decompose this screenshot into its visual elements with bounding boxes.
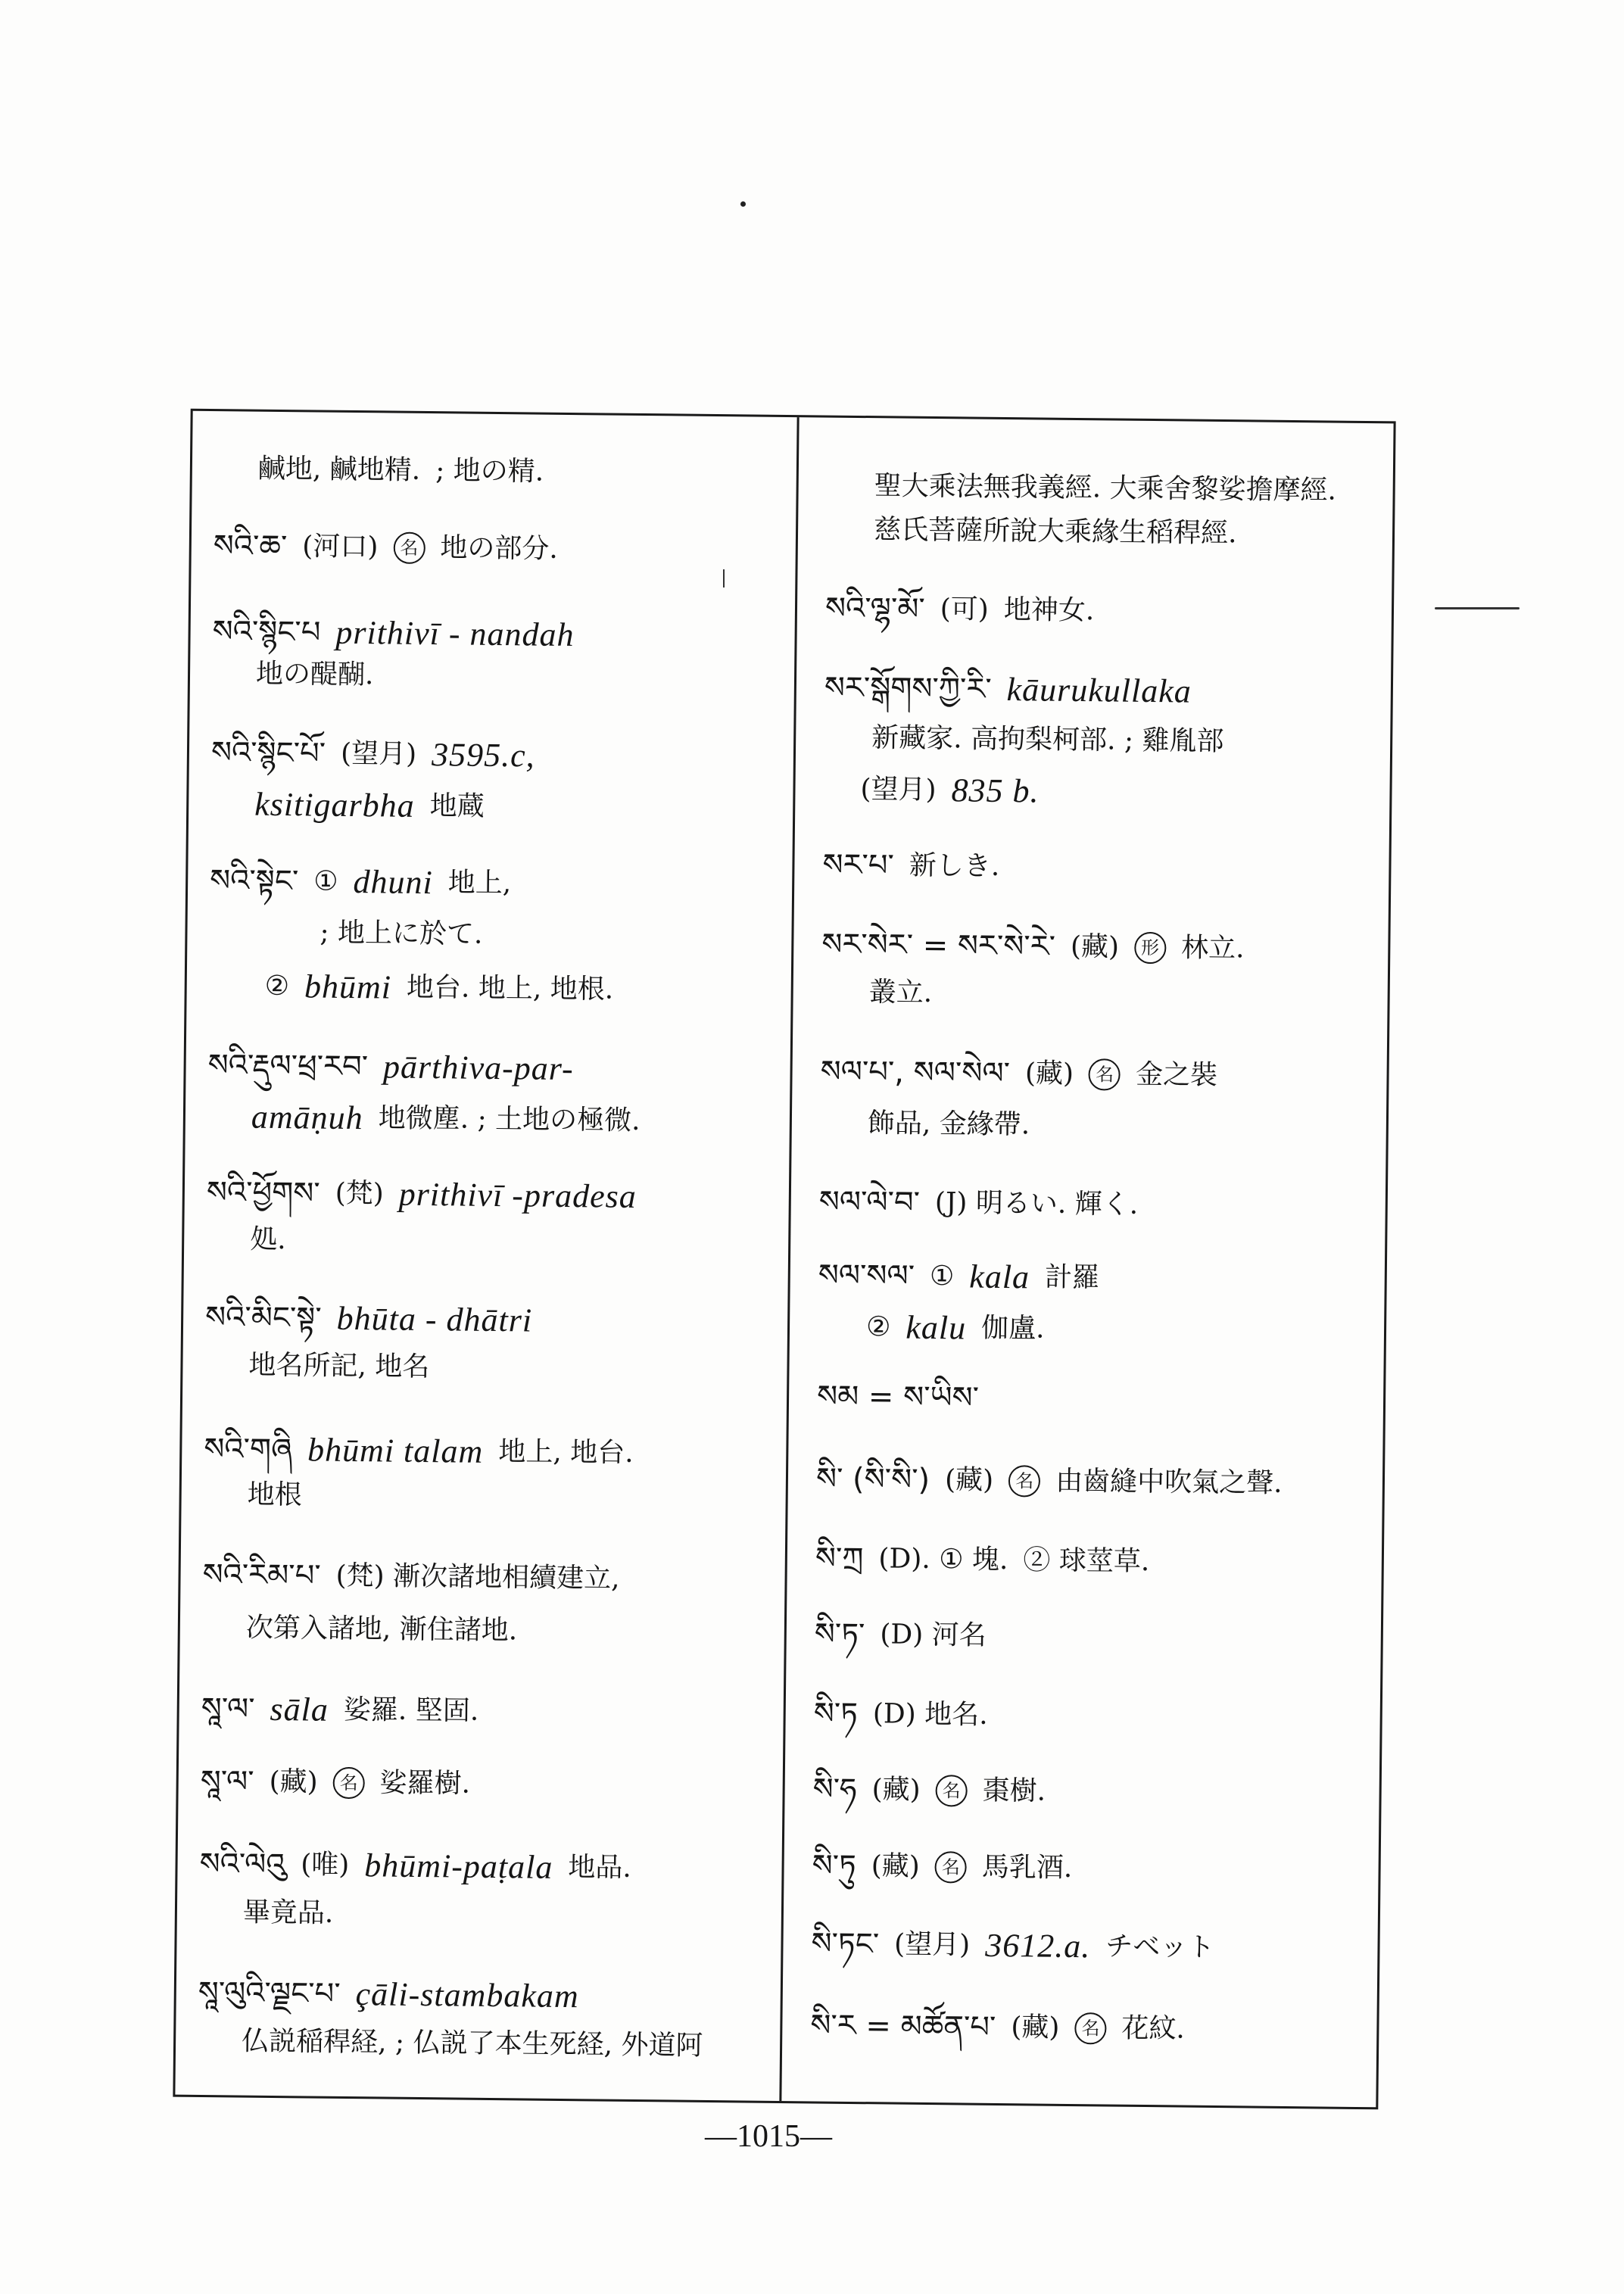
gloss-text: (河口) (302, 531, 379, 563)
gloss-text: 地根 (247, 1479, 302, 1511)
gloss-text: 娑羅. 堅固. (343, 1694, 479, 1727)
entry-line (204, 1428, 649, 1476)
sanskrit-term: amāṇuh (251, 1098, 363, 1137)
gloss-text: 畢竟品. (242, 1897, 334, 1929)
sanskrit-term: 835 b. (951, 771, 1040, 810)
sanskrit-term: ksitigarbha (254, 785, 415, 824)
gloss-text: 地上, 地台. (498, 1436, 634, 1469)
gloss-text: 新藏家. 高拘梨柯部. ; 雞胤部 (871, 722, 1224, 758)
entry-line (810, 2004, 1200, 2052)
entry-line (824, 667, 1208, 715)
sanskrit-term: 3595.c, (431, 736, 535, 775)
entry-line (210, 859, 527, 906)
gloss-text: (可) (940, 594, 990, 625)
gloss-text: (望月) (340, 737, 417, 770)
sanskrit-term: bhūmi talam (307, 1431, 484, 1470)
entry-line (251, 1096, 656, 1145)
gloss-text: 金之裝 (1135, 1058, 1218, 1091)
tibetan-headword: སལ་ལེ་བ་ (818, 1184, 921, 1220)
entry-line (256, 653, 389, 699)
entry-line (207, 1171, 652, 1220)
entry-line (871, 717, 1239, 765)
gloss-text: ① (313, 865, 338, 897)
gloss-text: 地蔵 (429, 790, 485, 822)
gloss-text: チベット (1105, 1931, 1215, 1963)
tibetan-headword: སི་ཀྲ (815, 1541, 864, 1577)
tibetan-headword: སཱ་ལ་ (200, 1763, 254, 1800)
gloss-text: 仏説稲稈経, ; 仏説了本生死経, 外道阿 (241, 2025, 703, 2062)
gloss-text: 慈氏菩薩所說大乘緣生稻稈經. (873, 514, 1237, 550)
tibetan-headword: སི་ར = མཚོན་པ་ (810, 2008, 996, 2045)
entry-line (248, 1345, 444, 1391)
entry-line (199, 1843, 647, 1891)
entry-line (816, 1457, 1298, 1507)
sanskrit-term: kalu (906, 1308, 967, 1347)
right_column (782, 417, 1392, 2107)
circled-grammar-mark: 名 (1089, 1058, 1121, 1090)
entry-line (250, 1219, 301, 1264)
circled-grammar-mark: 形 (1134, 932, 1166, 964)
entry-line (817, 1375, 994, 1420)
gloss-text: (藏) (871, 1774, 921, 1806)
gloss-text: 地名所記, 地名 (248, 1349, 430, 1383)
tibetan-headword: སལ་སལ་ (818, 1258, 915, 1294)
gloss-text: ② (865, 1311, 891, 1343)
entry-line (202, 1554, 635, 1602)
tibetan-headword: སའི་ཕྱོགས་ (206, 1175, 320, 1211)
gloss-text: 地微塵. ; 土地の極微. (378, 1102, 641, 1136)
entry-line (254, 784, 500, 830)
entry-line (813, 1692, 1003, 1738)
tibetan-headword: སའི་ལེའུ (199, 1846, 286, 1883)
entry-line (243, 1892, 349, 1937)
tibetan-headword: སའི་སྟེང་ (209, 863, 299, 899)
gloss-text: ② 球莖草. (1023, 1544, 1150, 1578)
circled-grammar-mark: 名 (1008, 1465, 1040, 1497)
entry-line (258, 448, 560, 495)
tibetan-headword: སར་སེར་ = སར་སེ་རེ་ (821, 927, 1056, 965)
tibetan-headword: སར་སྒོགས་ཀྱི་རི་ (824, 670, 992, 707)
gloss-text: (藏) (1011, 2012, 1060, 2043)
gloss-text: 次第入諸地, 漸住諸地. (245, 1612, 518, 1647)
gloss-text: 由齒縫中吹氣之聲. (1055, 1465, 1283, 1499)
sanskrit-term: bhūmi (304, 968, 392, 1006)
sanskrit-term: 3612.a. (984, 1926, 1091, 1965)
gloss-text: (望月) (860, 774, 937, 806)
gloss-text: 新しき. (909, 849, 1000, 882)
gloss-text: 地台. 地上, 地根. (406, 971, 614, 1005)
tibetan-headword: སའི་ཆ་ (213, 528, 288, 565)
gloss-text: (D) 河名 (880, 1619, 987, 1651)
sanskrit-term: kala (969, 1258, 1030, 1296)
gloss-text: (唯) (301, 1849, 350, 1881)
entry-line (811, 1922, 1230, 1971)
gloss-text: ; 地の精. (435, 455, 544, 488)
tibetan-headword: སཱ་ལ་ (201, 1691, 255, 1727)
entry-line (860, 768, 1055, 815)
sanskrit-term: prithivī - nandah (335, 613, 575, 654)
tibetan-headword: སའི་ལྷ་མོ་ (824, 591, 925, 627)
tibetan-headword: སའི་གཞི (204, 1431, 293, 1468)
entry-line (242, 2021, 718, 2070)
entry-line (200, 1760, 485, 1807)
entry-line (818, 1180, 1153, 1228)
gloss-text: 棗樹. (982, 1775, 1046, 1807)
entry-line (818, 1254, 1114, 1301)
left_column (175, 411, 795, 2101)
tibetan-headword: སི་ (སི་སི་) (815, 1461, 930, 1498)
gloss-text: 地神女. (1003, 594, 1095, 627)
tibetan-headword: སའི་རིམ་པ་ (202, 1557, 321, 1594)
tibetan-headword: སར་པ་ (822, 847, 895, 884)
entry-line (212, 610, 590, 658)
entry-line (866, 1306, 1060, 1352)
gloss-text: 花紋. (1121, 2012, 1186, 2045)
tibetan-headword: སི་ཏ་ (814, 1616, 865, 1653)
entry-line (874, 465, 1351, 514)
gloss-text: (梵) (335, 1177, 384, 1210)
circled-grammar-mark: 名 (332, 1767, 364, 1799)
gloss-text: (藏) (1024, 1058, 1074, 1089)
gloss-text: 鹹地, 鹹地精. (257, 453, 421, 486)
tibetan-headword: སཱ་ལུའི་ལྗང་པ་ (198, 1975, 341, 2012)
gloss-text: (藏) (1070, 930, 1120, 963)
gloss-text: ① (929, 1261, 955, 1292)
entry-line (247, 1474, 317, 1519)
gloss-text: 馬乳酒. (981, 1851, 1073, 1884)
circled-grammar-mark: 名 (935, 1775, 967, 1806)
gloss-text: 叢立. (868, 977, 933, 1009)
gloss-text: (望月) (893, 1928, 971, 1961)
sanskrit-term: bhūta - dhātri (336, 1299, 533, 1339)
gloss-text: 飾品, 金緣帶. (867, 1108, 1030, 1141)
entry-line (201, 1688, 494, 1735)
gloss-text: ; 地上に於て. (320, 917, 483, 950)
sanskrit-term: dhuni (353, 863, 434, 902)
tibetan-headword: སའི་མིང་སྟེ་ (204, 1299, 322, 1336)
entry-line (207, 1044, 589, 1092)
gloss-text: (D) 地名. (872, 1698, 988, 1731)
gloss-text: 伽盧. (980, 1312, 1045, 1345)
tibetan-headword: སི་ཧ (812, 1772, 857, 1808)
entry-line (868, 1102, 1046, 1148)
tibetan-headword: སའི་རྡུལ་ཕྲ་རབ་ (207, 1048, 369, 1085)
entry-line (246, 1607, 533, 1654)
entry-line (211, 731, 550, 779)
gloss-text: 娑羅樹. (379, 1767, 471, 1800)
entry-line (320, 912, 498, 958)
page-number: —1015— (705, 2119, 832, 2154)
circled-grammar-mark: 名 (935, 1851, 967, 1883)
sanskrit-term: pārthiva-par- (382, 1048, 574, 1088)
entry-frame (173, 409, 1395, 2110)
tibetan-headword: སམ = ས་ཡིས་ (816, 1379, 980, 1416)
gloss-text: 計羅 (1044, 1261, 1100, 1294)
entry-line (821, 923, 1260, 971)
gloss-text: 聖大乘法無我義經. 大乘舍黎娑擔摩經. (874, 470, 1337, 506)
tibetan-headword: སའི་སྙིང་པོ་ (210, 735, 326, 771)
gloss-text: (藏) (871, 1850, 921, 1882)
gloss-text: 地上, (447, 867, 512, 899)
tibetan-headword: སི་ཏུ (812, 1848, 856, 1884)
sanskrit-term: sāla (270, 1690, 329, 1728)
tibetan-headword: སའི་སྙིང་པ (212, 614, 321, 650)
entry-line (825, 588, 1110, 634)
gloss-text: (D). ① 塊. (878, 1543, 1008, 1576)
gloss-text: (梵) 漸次諸地相續建立, (335, 1560, 620, 1594)
entry-line (812, 1844, 1087, 1891)
gloss-text: 地品. (568, 1852, 632, 1884)
entry-line (264, 965, 628, 1013)
scan-speck (740, 201, 746, 207)
gloss-text: (藏) (944, 1464, 994, 1496)
gloss-text: 処. (250, 1223, 286, 1256)
sanskrit-term: çāli-stambakam (355, 1975, 579, 2015)
gloss-text: (J) 明るい. 輝く. (934, 1187, 1139, 1220)
circled-grammar-mark: 名 (393, 532, 425, 564)
margin-pencil-stroke (1435, 607, 1520, 609)
entry-line (214, 525, 574, 572)
tibetan-headword: སི་ཏང་ (811, 1926, 880, 1962)
tibetan-headword: སལ་པ་, སལ་སེལ་ (820, 1054, 1011, 1092)
entry-line (874, 509, 1252, 556)
gloss-text: 地の部分. (440, 532, 559, 565)
gloss-text: 林立. (1180, 932, 1245, 965)
entry-line (820, 1050, 1233, 1099)
entry-line (812, 1768, 1061, 1814)
entry-line (205, 1296, 548, 1344)
circled-grammar-mark: 名 (1074, 2012, 1106, 2044)
entry-line (198, 1971, 594, 2019)
tibetan-headword: སི་ཏ (813, 1696, 859, 1732)
entry-line (814, 1613, 1002, 1659)
entry-line (868, 971, 947, 1016)
gloss-text: 地の醍醐. (255, 658, 374, 691)
entry-line (815, 1537, 1165, 1585)
gloss-text: (藏) (269, 1766, 318, 1798)
sanskrit-term: prithivī -pradesa (398, 1175, 637, 1215)
entry-line (822, 844, 1015, 890)
sanskrit-term: bhūmi-paṭala (364, 1847, 553, 1886)
gloss-text: ② (264, 970, 290, 1002)
sanskrit-term: kāurukullaka (1006, 671, 1192, 710)
